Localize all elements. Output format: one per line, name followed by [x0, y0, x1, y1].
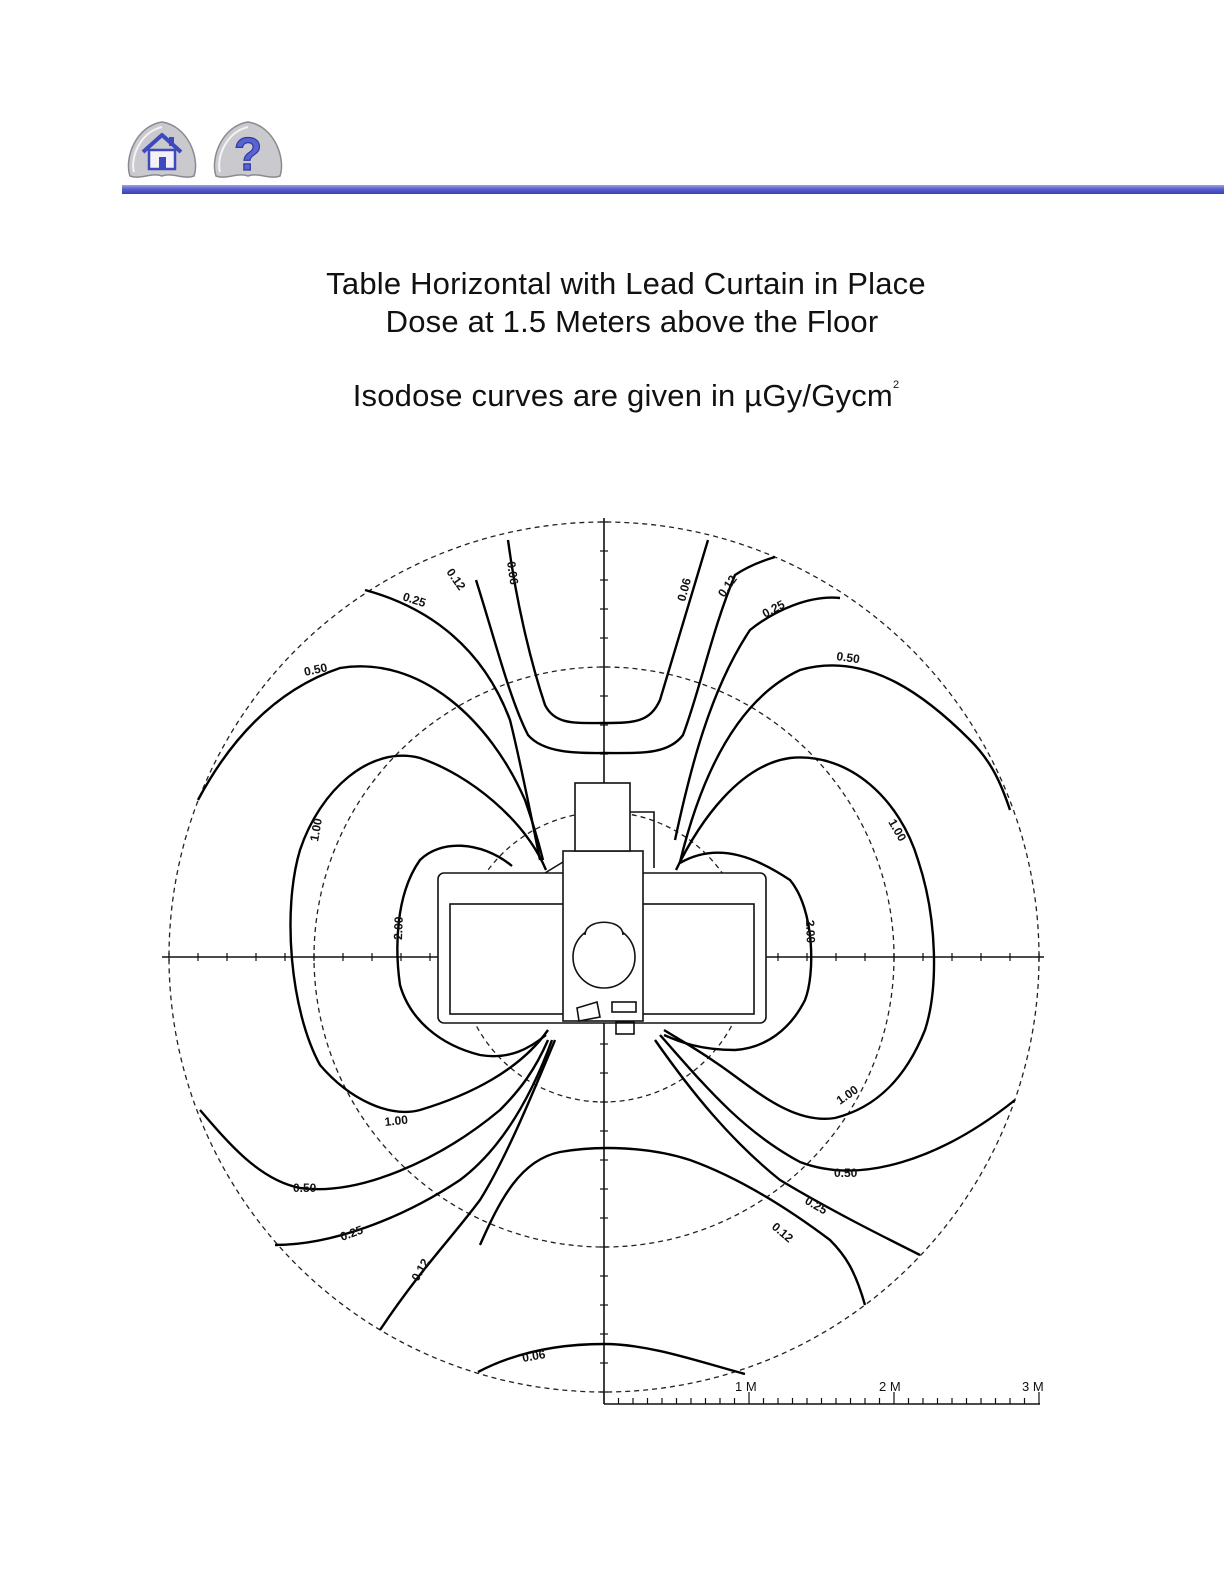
label-left-200: 2.00 [391, 916, 406, 941]
units-text: Isodose curves are given in µGy/Gycm [352, 378, 893, 413]
label-top-right-012: 0.12 [714, 572, 740, 600]
label-top-left-006: 0.06 [504, 560, 522, 586]
label-left-100: 1.00 [307, 817, 326, 843]
scale-label-2m: 2 M [879, 1379, 901, 1394]
scale-ticks [604, 1392, 1039, 1404]
title-line-2: Dose at 1.5 Meters above the Floor [385, 304, 879, 339]
label-bottom-left-100: 1.00 [383, 1112, 409, 1129]
label-bottom-left-050: 0.50 [293, 1181, 317, 1195]
label-top-left-025: 0.25 [401, 589, 428, 611]
equipment-outline [438, 783, 766, 1034]
label-top-right-006: 0.06 [674, 576, 694, 603]
c-arm-link [545, 862, 563, 873]
label-top-right-025: 0.25 [759, 597, 788, 621]
label-bottom-left-012: 0.12 [408, 1256, 433, 1284]
c-arm-column [575, 783, 630, 851]
label-left-050: 0.50 [302, 660, 329, 679]
label-bottom-right-100: 1.00 [833, 1082, 861, 1108]
scale-label-3m: 3 M [1022, 1379, 1044, 1394]
label-right-100: 1.00 [885, 816, 910, 844]
contour-bottom-012 [480, 1148, 865, 1305]
label-bottom-right-012: 0.12 [769, 1219, 796, 1246]
label-right-200: 2.00 [803, 919, 818, 944]
units-superscript: 2 [892, 379, 900, 391]
label-right-050: 0.50 [835, 649, 861, 667]
contour-bottom-left-050 [200, 1040, 548, 1189]
label-bottom-left-025: 0.25 [338, 1222, 365, 1244]
label-top-left-012: 0.12 [443, 565, 469, 593]
contour-bottom-right-025 [655, 1040, 920, 1255]
scale-label-1m: 1 M [735, 1379, 757, 1394]
label-bottom-right-025: 0.25 [802, 1193, 830, 1218]
help-glyph: ? [233, 128, 263, 180]
contour-right-025 [675, 598, 840, 840]
label-bottom-right-050: 0.50 [834, 1166, 858, 1180]
contour-bottom-006 [478, 1344, 745, 1374]
contour-bottom-left-012 [380, 1040, 555, 1330]
label-bottom-006: 0.06 [521, 1347, 547, 1365]
image-intensifier [573, 926, 635, 988]
title-line-1: Table Horizontal with Lead Curtain in Place [326, 266, 926, 301]
